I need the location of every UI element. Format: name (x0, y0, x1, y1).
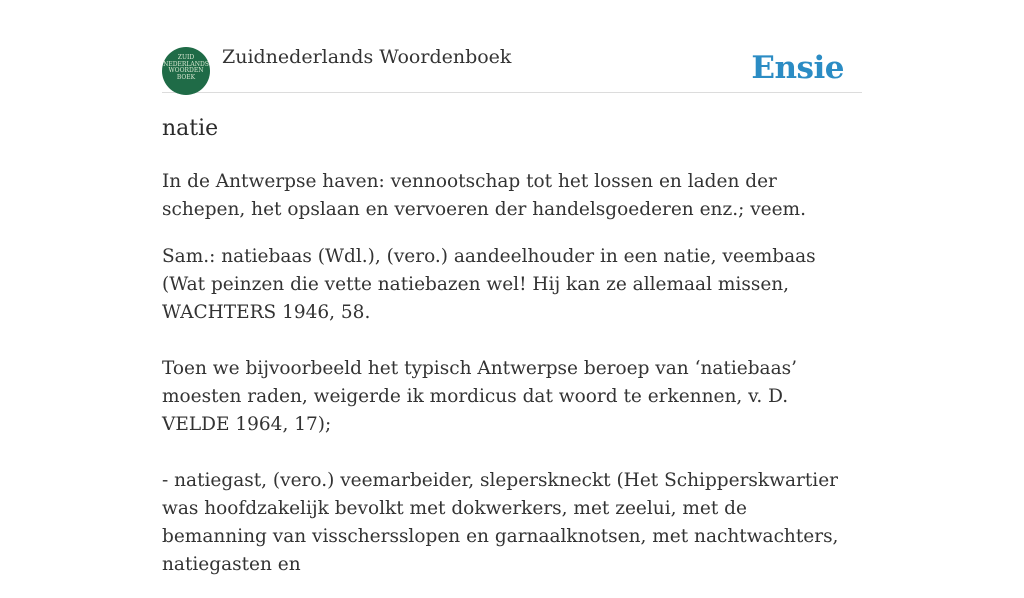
logo-line: BOEK (176, 73, 196, 81)
entry-paragraph: - natiegast, (vero.) veemarbeider, sleperskneckt (Het Schipperskwartier was hoofdzakelijk bevolkt met dokwerkers, met zeelui, met de bemanning van visschersslopen en garnaalknotsen, met nachtwachters, natiegasten en (162, 470, 839, 575)
logo-text (163, 55, 209, 81)
logo-line: ZUID (177, 54, 195, 61)
logo-line: NEDERLANDS (163, 60, 209, 68)
entry-paragraph: Sam.: natiebaas (Wdl.), (vero.) aandeelhouder in een natie, veembaas (Wat peinzen die vette natiebazen wel! Hij kan ze allemaal missen, WACHTERS 1946, 58. (162, 246, 816, 323)
entry-definition: In de Antwerpse haven: vennootschap tot het lossen en laden der schepen, het opslaan en vervoeren der handelsgoederen enz.; veem. (162, 171, 806, 220)
site-header (162, 44, 862, 93)
entry-headword: natie (162, 116, 219, 141)
entry-paragraph: Toen we bijvoorbeeld het typisch Antwerpse beroep van ‘natiebaas’ moesten raden, weigerde ik mordicus dat woord te erkennen, v. D. VELDE 1964, 17); (162, 358, 797, 435)
entry-content (162, 168, 852, 598)
zuidnederlands-woordenboek-logo[interactable] (162, 47, 210, 95)
logo-line: WOORDEN (168, 67, 204, 74)
ensie-brand-link[interactable]: Ensie (751, 50, 844, 86)
site-title-link[interactable]: Zuidnederlands Woordenboek (222, 46, 512, 68)
